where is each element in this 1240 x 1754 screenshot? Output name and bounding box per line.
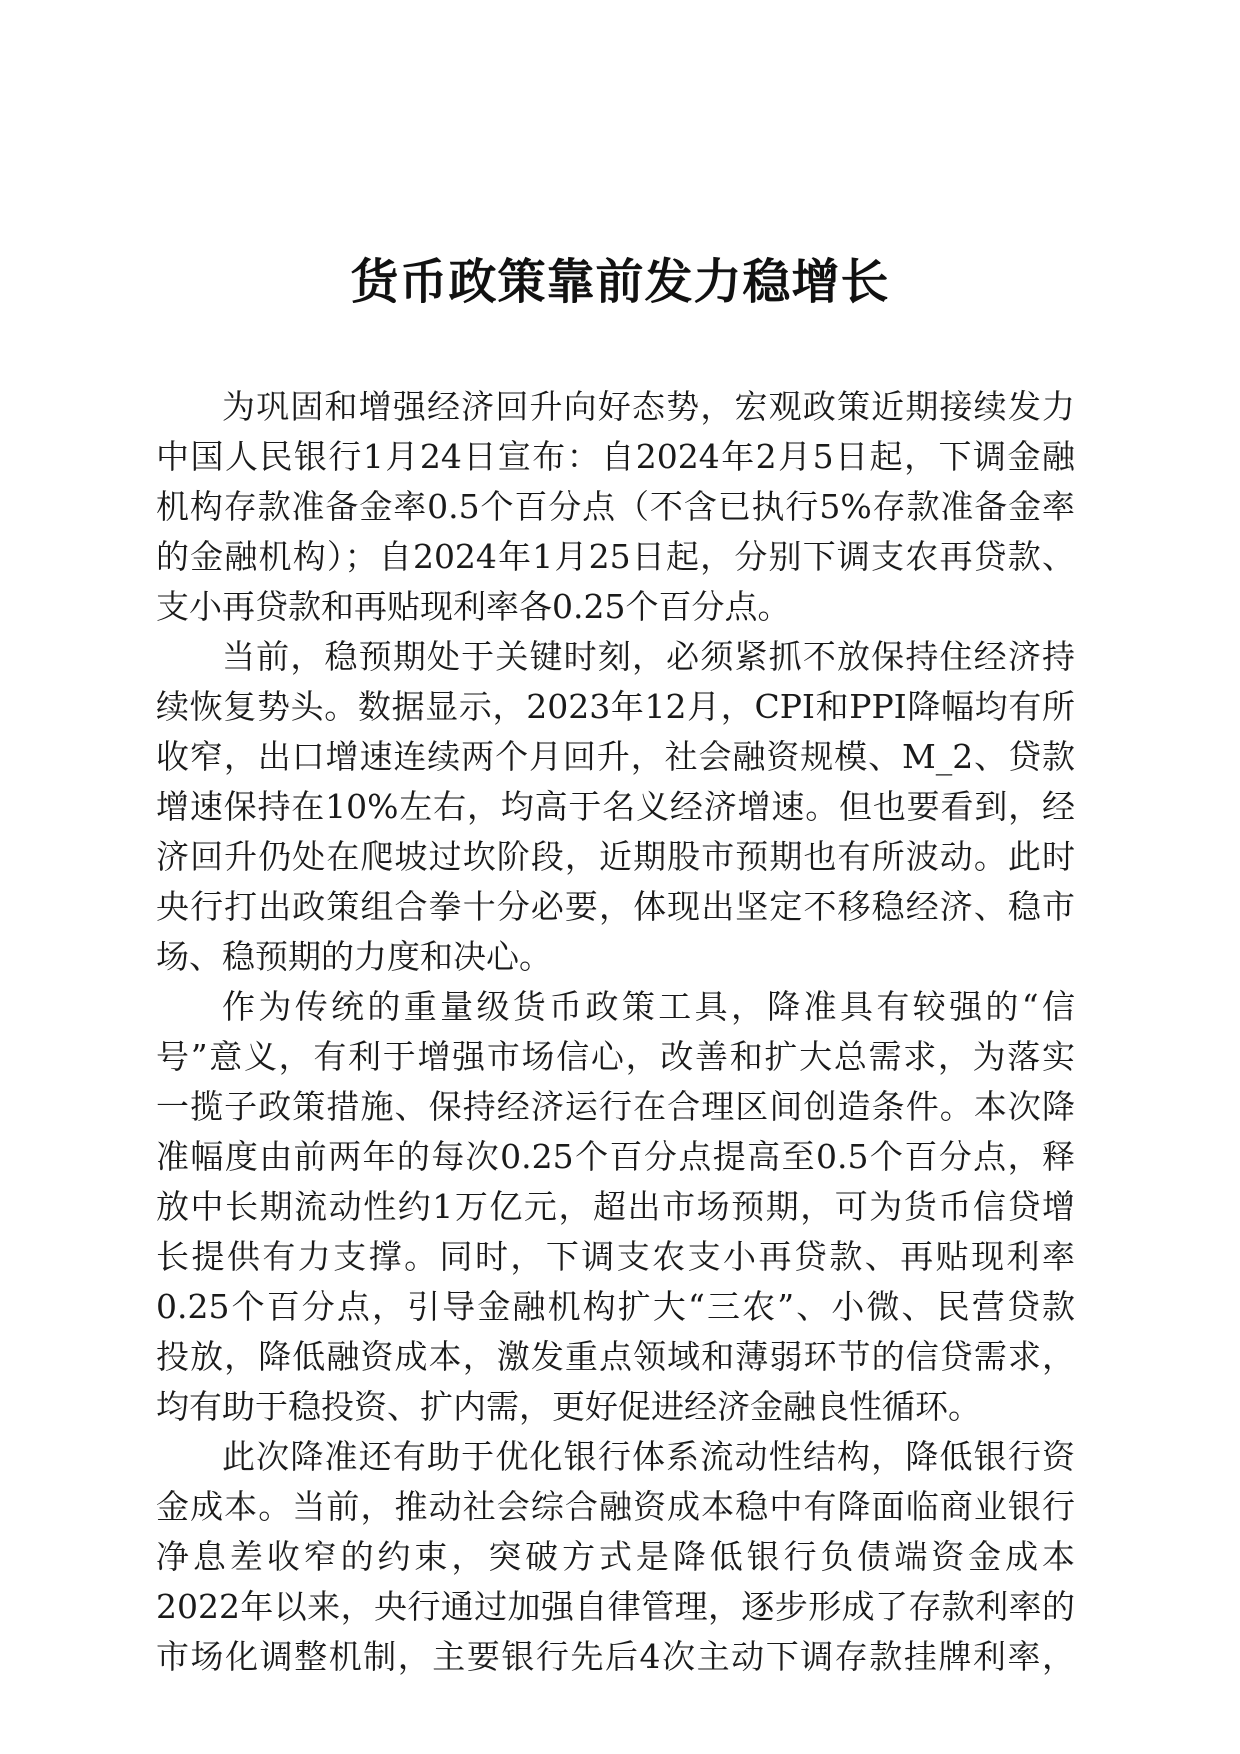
text-line: 续恢复势头。数据显示，2023年12月，CPI和PPI降幅均有所 [156, 687, 1075, 726]
text-line: 2022年以来，央行通过加强自律管理，逐步形成了存款利率的 [156, 1587, 1075, 1626]
text-line: 收窄，出口增速连续两个月回升，社会融资规模、M_2、贷款 [156, 737, 1075, 776]
text-line: 场、稳预期的力度和决心。 [156, 937, 552, 976]
text-line: 当前，稳预期处于关键时刻，必须紧抓不放保持住经济持 [222, 637, 1075, 676]
text-line: 济回升仍处在爬坡过坎阶段，近期股市预期也有所波动。此时 [156, 837, 1075, 876]
text-line: 长提供有力支撑。同时，下调支农支小再贷款、再贴现利率 [156, 1237, 1075, 1276]
text-line: 作为传统的重量级货币政策工具，降准具有较强的“信 [222, 987, 1075, 1026]
text-line: 此次降准还有助于优化银行体系流动性结构，降低银行资 [222, 1437, 1075, 1476]
text-line: 0.25个百分点，引导金融机构扩大“三农”、小微、民营贷款 [156, 1287, 1075, 1326]
text-line: 增速保持在10%左右，均高于名义经济增速。但也要看到，经 [156, 787, 1075, 826]
text-line: 净息差收窄的约束，突破方式是降低银行负债端资金成本 [156, 1537, 1075, 1576]
text-line: 的金融机构）；自2024年1月25日起，分别下调支农再贷款、 [156, 537, 1075, 576]
text-line: 准幅度由前两年的每次0.25个百分点提高至0.5个百分点，释 [156, 1137, 1075, 1176]
text-line: 投放，降低融资成本，激发重点领域和薄弱环节的信贷需求， [156, 1337, 1075, 1376]
text-line: 金成本。当前，推动社会综合融资成本稳中有降面临商业银行 [156, 1487, 1075, 1526]
text-line: 机构存款准备金率0.5个百分点（不含已执行5%存款准备金率 [156, 487, 1075, 526]
text-line: 号”意义，有利于增强市场信心，改善和扩大总需求，为落实 [156, 1037, 1075, 1076]
text-line: 市场化调整机制，主要银行先后4次主动下调存款挂牌利率， [156, 1637, 1075, 1676]
text-line: 均有助于稳投资、扩内需，更好促进经济金融良性循环。 [156, 1387, 981, 1426]
text-line: 放中长期流动性约1万亿元，超出市场预期，可为货币信贷增 [156, 1187, 1075, 1226]
text-line: 为巩固和增强经济回升向好态势，宏观政策近期接续发力 [222, 387, 1075, 426]
text-line: 一揽子政策措施、保持经济运行在合理区间创造条件。本次降 [156, 1087, 1075, 1126]
text-line: 央行打出政策组合拳十分必要，体现出坚定不移稳经济、稳市 [156, 887, 1075, 926]
text-line: 支小再贷款和再贴现利率各0.25个百分点。 [156, 587, 791, 626]
page-title: 货币政策靠前发力稳增长 [350, 254, 890, 310]
text-line: 中国人民银行1月24日宣布：自2024年2月5日起，下调金融 [156, 437, 1075, 476]
